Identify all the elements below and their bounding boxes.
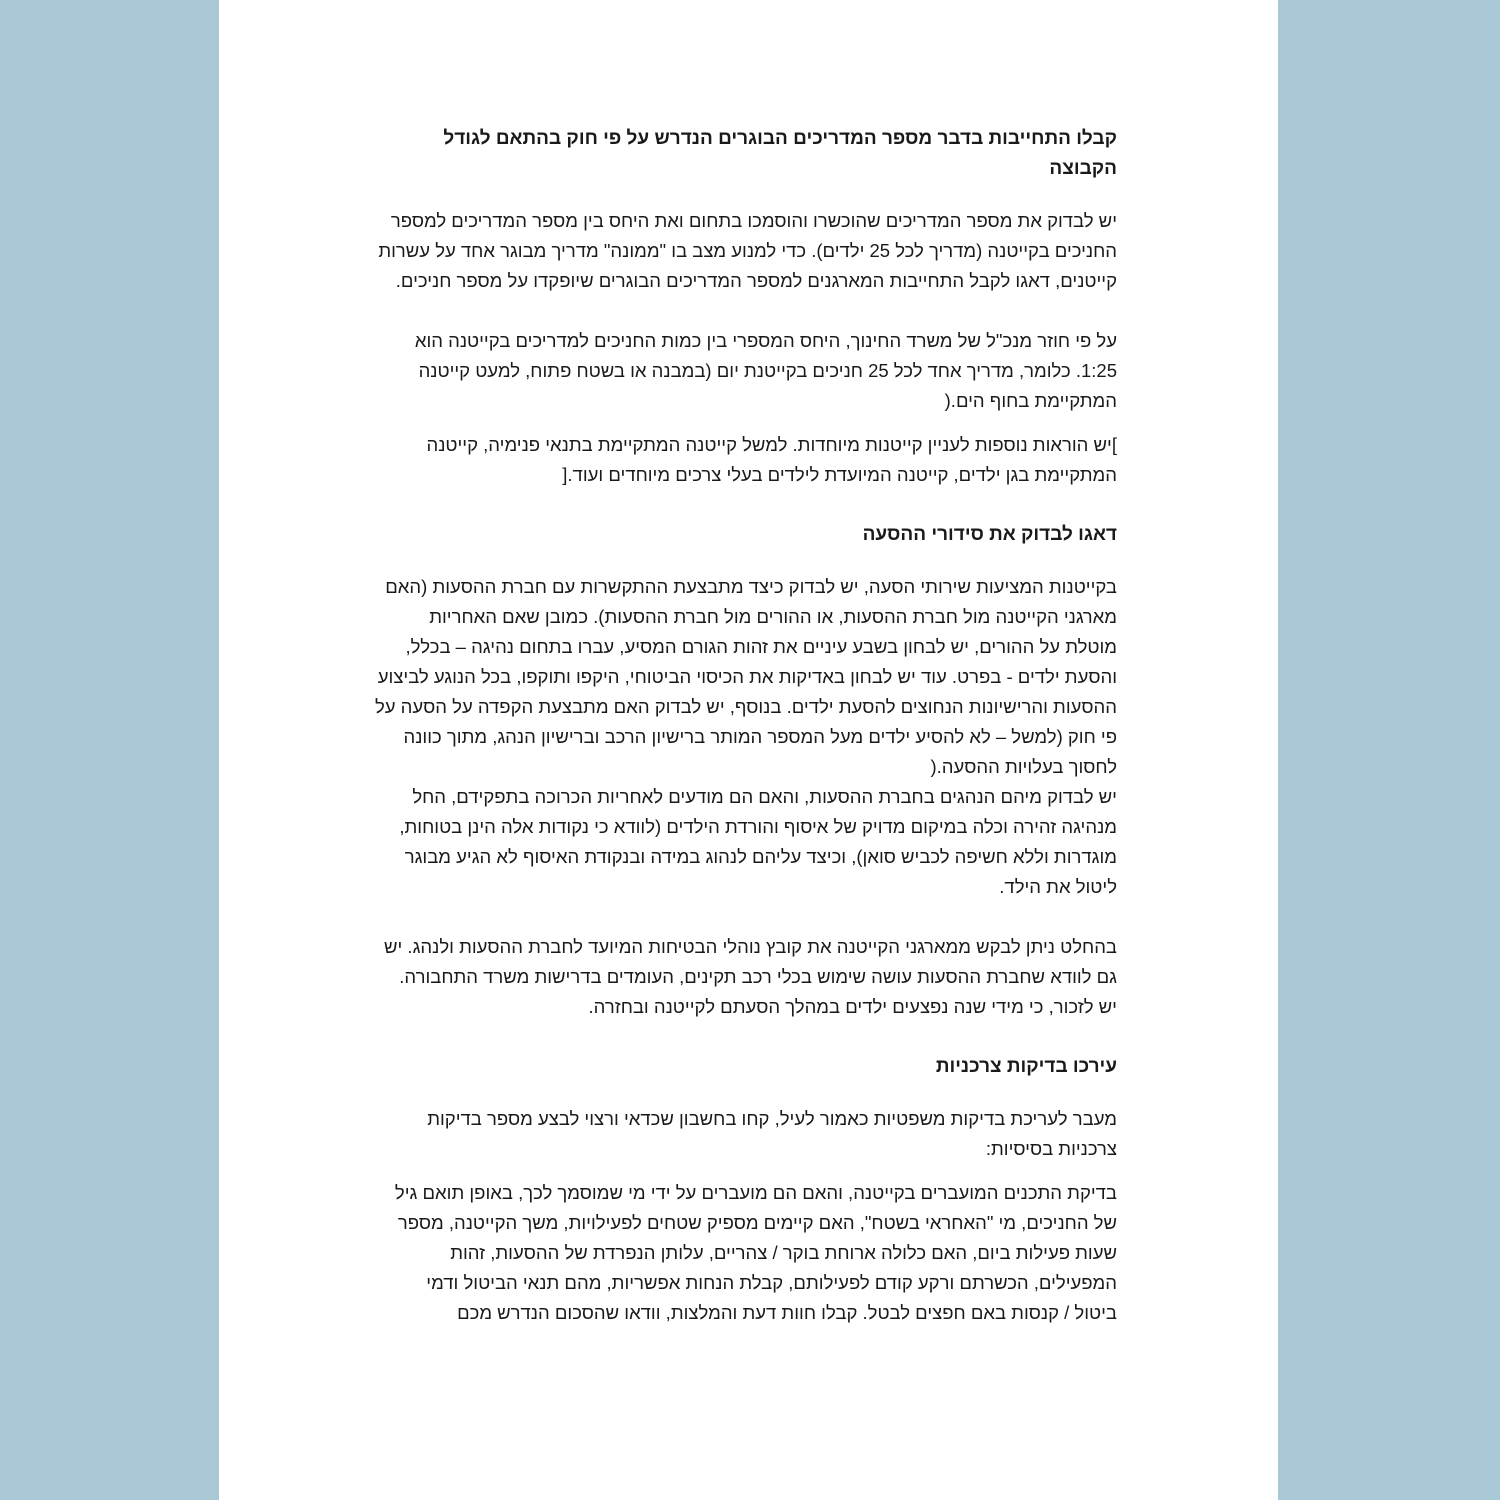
section-heading-counselors: קבלו התחייבות בדבר מספר המדריכים הבוגרים הנדרש על פי חוק בהתאם לגודל הקבוצה <box>443 128 1117 179</box>
paragraph-consumer-intro: מעבר לעריכת בדיקות משפטיות כאמור לעיל, קחו בחשבון שכדאי ורצוי לבצע מספר בדיקות צרכניות בסיסיות: <box>427 1108 1117 1159</box>
paragraph-transport-safety-file: בהחלט ניתן לבקש ממארגני הקייטנה את קובץ נוהלי הבטיחות המיועד לחברת ההסעות ולנהג. יש גם לוודא שחברת ההסעות עושה שימוש בכלי רכב תקינים, העומדים בדרישות משרד התחבורה. <box>383 936 1117 987</box>
paragraph-consumer-cancellation: ביטול / קנסות באם חפצים לבטל. קבלו חוות דעת והמלצות, וודאו שהסכום הנדרש מכם <box>457 1302 1117 1323</box>
section-heading-consumer-checks: עירכו בדיקות צרכניות <box>935 1056 1117 1077</box>
paragraph-consumer-content: בדיקת התכנים המועברים בקייטנה, והאם הם מועברים על ידי מי שמוסמך לכך, באופן תואם גיל של החניכים, מי "האחראי בשטח", האם קיימים מספיק שטחים לפעילויות, משך הקייטנה, מספר שעות פעילות ביום, האם כלולה ארוחת בוקר / צהריים, עלותן הנפרדת של ההסעות, זהות המפעילים, הכשרתם ורקע קודם לפעילותם, קבלת הנחות אפשריות, מהם תנאי הביטול ודמי <box>394 1182 1117 1293</box>
paragraph-transport-reminder: יש לזכור, כי מידי שנה נפצעים ילדים במהלך הסעתם לקייטנה ובחזרה. <box>588 996 1117 1017</box>
paragraph-counselors-ratio: יש לבדוק את מספר המדריכים שהוכשרו והוסמכו בתחום ואת היחס בין מספר המדריכים למספר החניכים בקייטנה (מדריך לכל 25 ילדים). כדי למנוע מצב בו "ממונה" מדריך מבוגר אחד על עשרות קייטנים, דאגו לקבל התחייבות המארגנים למספר המדריכים הבוגרים שיופקדו על מספר חניכים. <box>378 210 1117 291</box>
paragraph-transport-services: בקייטנות המציעות שירותי הסעה, יש לבדוק כיצד מתבצעת ההתקשרות עם חברת ההסעות (האם מארגני הקייטנה מול חברת ההסעות, או ההורים מול חברת ההסעות). כמובן שאם האחריות מוטלת על ההורים, יש לבחון בשבע עיניים את זהות הגורם המסיע, עברו בתחום נהיגה – בכלל, והסעת ילדים - בפרט. עוד יש לבחון באדיקות את הכיסוי הביטוחי, היקפו ותוקפו, בכל הנוגע לביצוע ההסעות והרישיונות הנחוצים להסעת ילדים. בנוסף, יש לבדוק האם מתבצעת הקפדה על הסעה על פי חוק (למשל – לא להסיע ילדים מעל המספר המותר ברישיון הרכב וברישיון הנהג, מתוך כוונה לחסוך בעלויות ההסעה.( <box>374 576 1117 777</box>
paragraph-ministry-circular: על פי חוזר מנכ"ל של משרד החינוך, היחס המספרי בין כמות החניכים למדריכים בקייטנה הוא 1:25. כלומר, מדריך אחד לכל 25 חניכים בקייטנת יום (במבנה או בשטח פתוח, למעט קייטנה המתקיימת בחוף הים.( <box>414 330 1117 411</box>
paragraph-transport-drivers: יש לבדוק מיהם הנהגים בחברת ההסעות, והאם הם מודעים לאחריות הכרוכה בתפקידם, החל מנהיגה זהירה וכלה במיקום מדויק של איסוף והורדת הילדים (לוודא כי נקודות אלה הינן בטוחות, מוגדרות וללא חשיפה לכביש סואן), וכיצד עליהם לנהוג במידה ובנקודת האיסוף לא הגיע מבוגר ליטול את הילד. <box>399 786 1117 897</box>
document-page <box>219 0 1278 1500</box>
section-heading-transport: דאגו לבדוק את סידורי ההסעה <box>862 524 1117 545</box>
paragraph-special-camps: ]יש הוראות נוספות לעניין קייטנות מיוחדות. למשל קייטנה המתקיימת בתנאי פנימיה, קייטנה המתקיימת בגן ילדים, קייטנה המיועדת לילדים בעלי צרכים מיוחדים ועוד.[ <box>426 434 1117 485</box>
document-body <box>374 124 1117 1328</box>
